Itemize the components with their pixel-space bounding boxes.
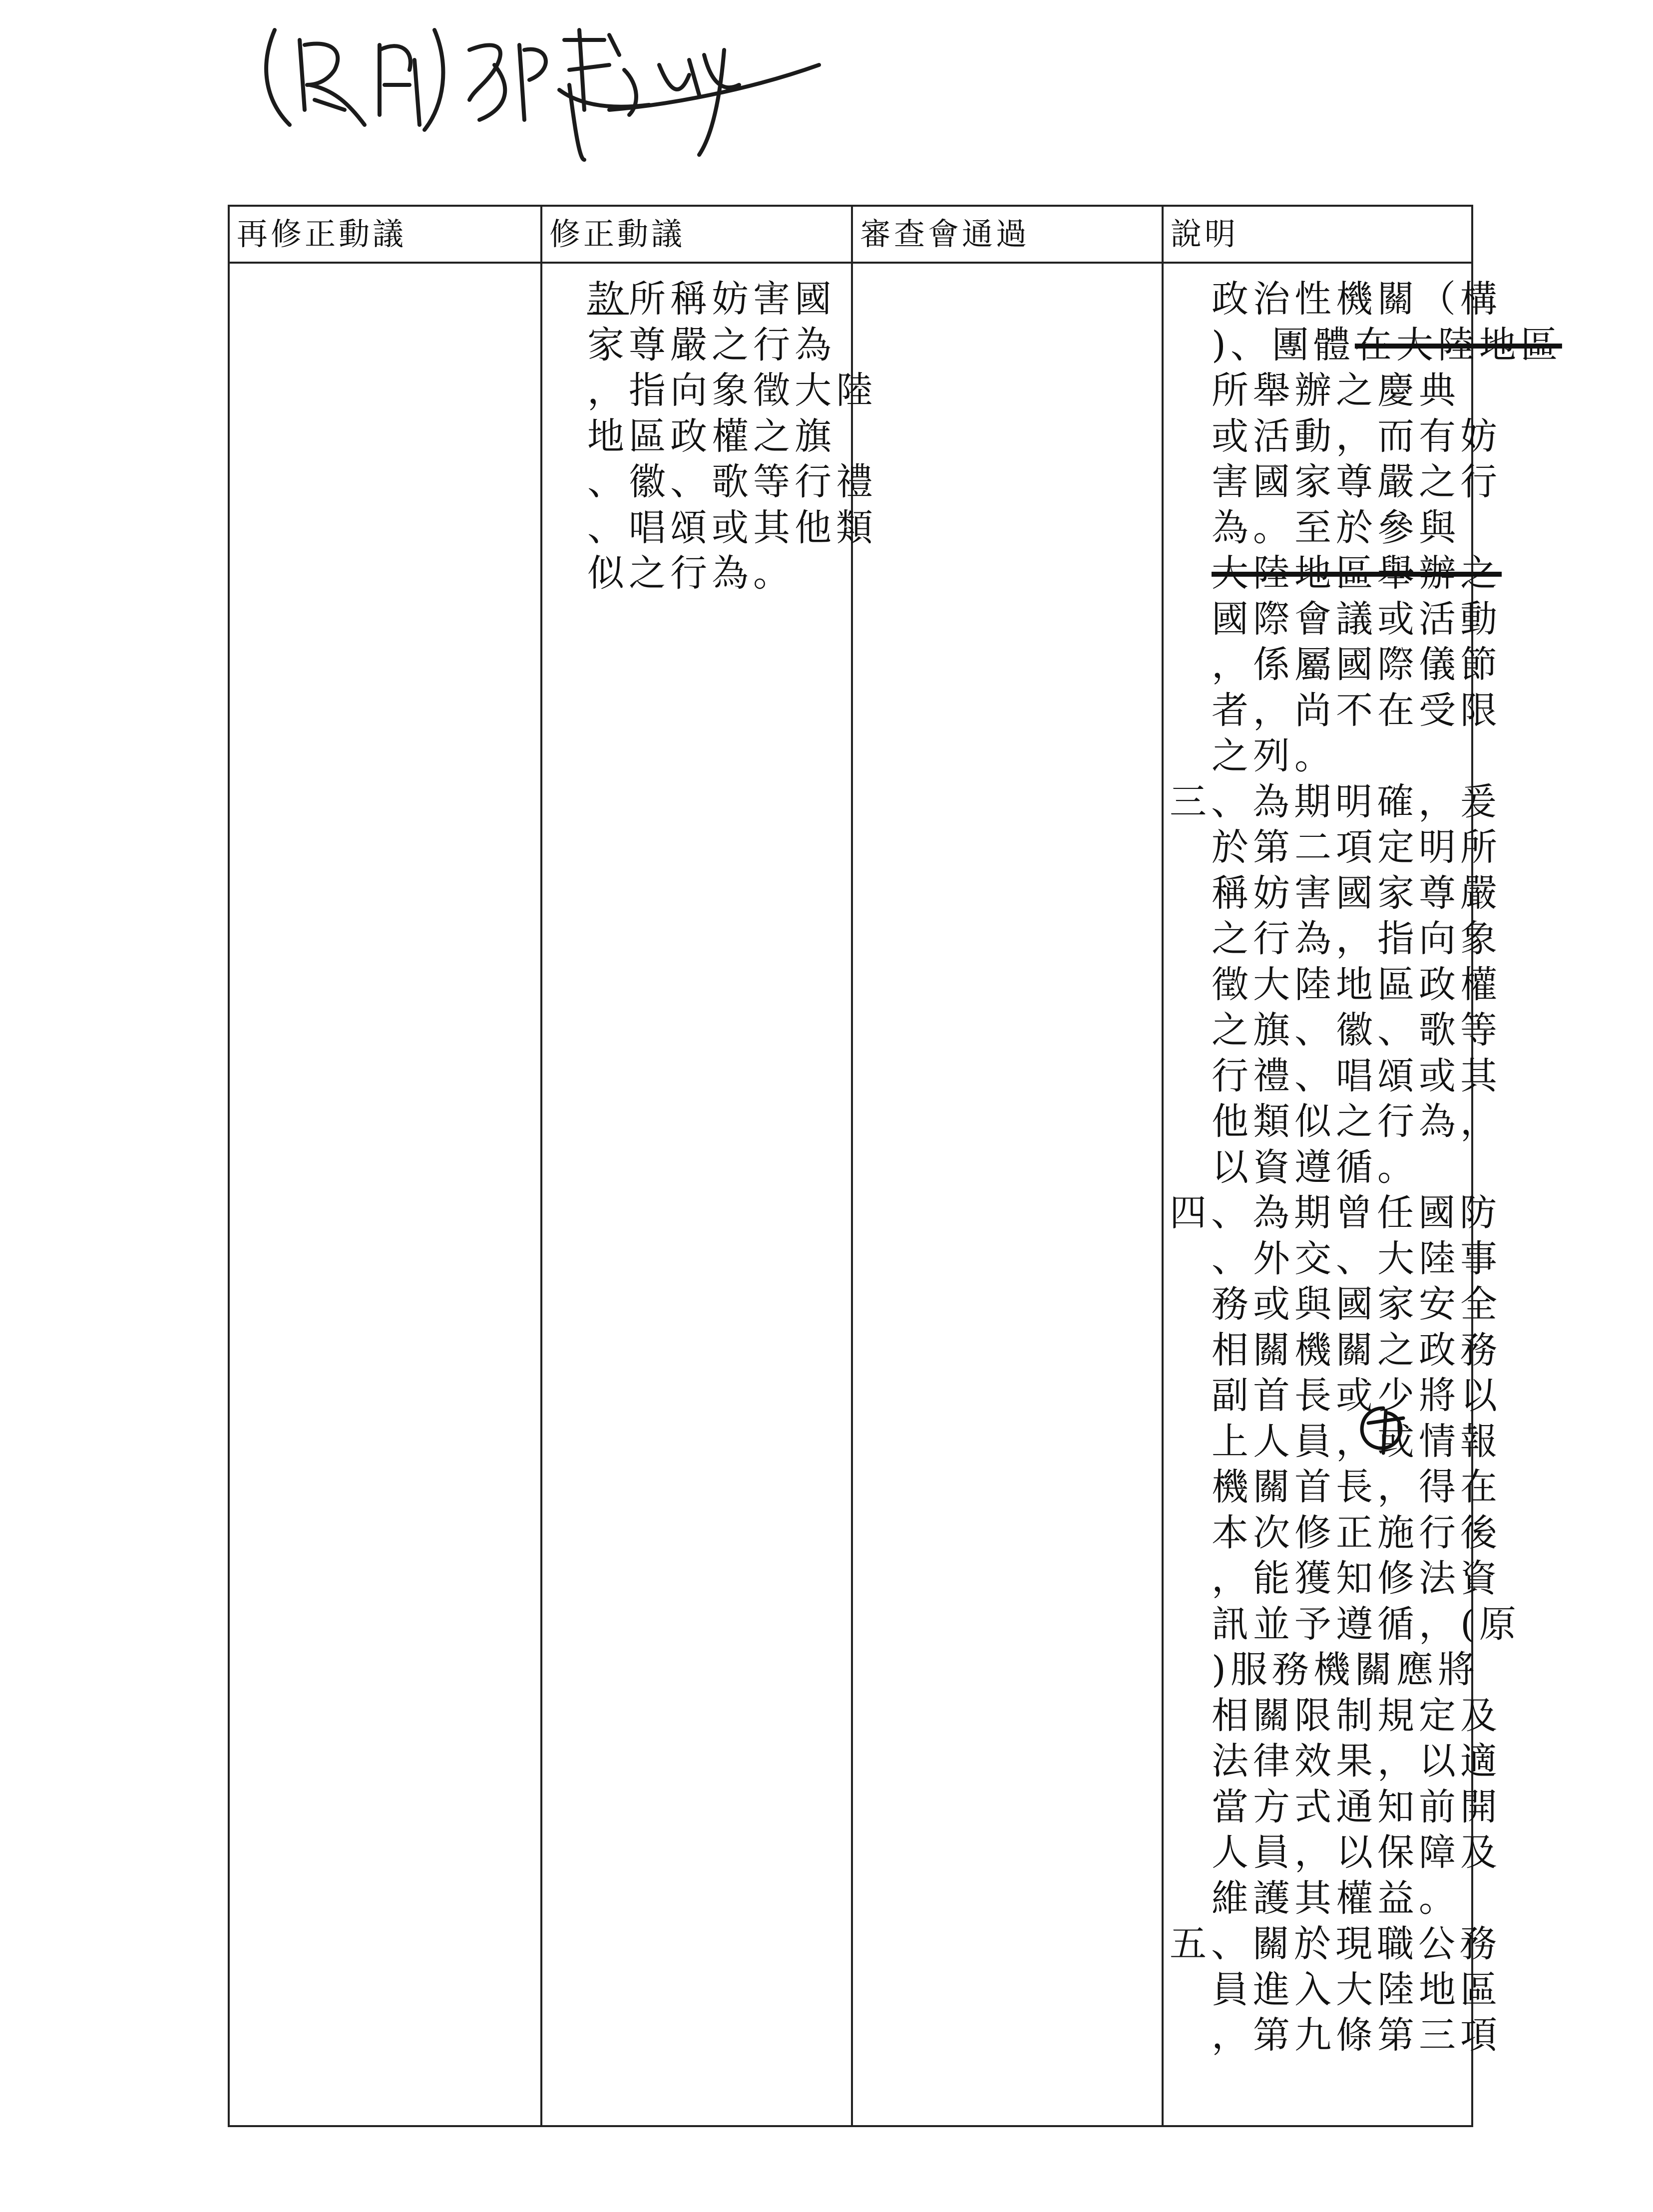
struck-text: 在大陸地區	[1354, 323, 1562, 367]
cell-explanation	[1163, 263, 1562, 2126]
explanation-line: 以資遵循。	[1212, 1145, 1419, 1189]
explanation-line: 五、關於現職公務	[1170, 1922, 1501, 1965]
explanation-line: 之行為，指向象	[1212, 917, 1502, 960]
explanation-line: 所舉辦之慶典	[1212, 369, 1460, 412]
explanation-line: 政治性機關（構	[1212, 278, 1502, 321]
explanation-line: 他類似之行為，	[1212, 1100, 1502, 1143]
motion-line: 家尊嚴之行為	[587, 323, 836, 367]
explanation-line: 副首長或少將以	[1212, 1374, 1502, 1417]
cell-further-amendment	[229, 263, 541, 2126]
explanation-line: 上人員，或情報	[1212, 1420, 1502, 1463]
explanation-line: )、團體在大陸地區	[1212, 323, 1562, 367]
explanation-line: 員進入大陸地區	[1212, 1968, 1502, 2011]
explanation-line: 者，尚不在受限	[1212, 689, 1502, 732]
motion-line: 款所稱妨害國	[587, 278, 836, 321]
motion-line: 、徽、歌等行禮	[587, 460, 877, 503]
explanation-line	[1170, 551, 1502, 597]
explanation-line: )服務機關應將	[1212, 1648, 1479, 1691]
explanation-line: 之列。	[1212, 735, 1336, 777]
explanation-line: 四、為期曾任國防	[1170, 1191, 1501, 1234]
explanation-line: 害國家尊嚴之行	[1212, 460, 1502, 503]
handwritten-signature	[260, 10, 829, 170]
explanation-line: 於第二項定明所	[1212, 826, 1502, 869]
explanation-line: ，能獲知修法資	[1212, 1557, 1502, 1600]
explanation-line: 機關首長，得在	[1212, 1466, 1502, 1508]
header-explanation: 說明	[1163, 206, 1472, 263]
explanation-line: ，係屬國際儀節	[1212, 643, 1502, 686]
cell-amendment-motion	[541, 263, 877, 2126]
header-amendment-motion: 修正動議	[541, 206, 852, 263]
explanation-line: 相關機關之政務	[1212, 1328, 1502, 1372]
explanation-line: 人員，以保障及	[1212, 1831, 1502, 1874]
explanation-line: ，第九條第三項	[1212, 2014, 1502, 2057]
explanation-line: 、外交、大陸事	[1212, 1237, 1502, 1280]
motion-line: ，指向象徵大陸	[587, 369, 877, 412]
explanation-line: 訊並予遵循，(原	[1212, 1602, 1521, 1646]
motion-text	[587, 264, 877, 597]
explanation-line: 徵大陸地區政權	[1212, 963, 1502, 1006]
header-committee-passed: 審查會通過	[852, 206, 1163, 263]
explanation-text	[1170, 264, 1562, 2059]
motion-line: 、唱頌或其他類	[587, 506, 877, 549]
motion-line: 似之行為。	[587, 552, 795, 595]
explanation-line: 之旗、徽、歌等	[1212, 1009, 1502, 1052]
struck-text: 大陸地區舉辦之	[1212, 552, 1502, 595]
explanation-line: 稱妨害國家尊嚴	[1212, 871, 1502, 915]
explanation-line: 國際會議或活動	[1212, 597, 1502, 641]
explanation-line: 本次修正施行後	[1212, 1511, 1502, 1554]
underlined-char: 款	[587, 278, 629, 321]
motion-line: 地區政權之旗	[587, 414, 836, 458]
explanation-line: 三、為期明確，爰	[1170, 780, 1501, 823]
amendment-comparison-table	[228, 205, 1562, 2127]
explanation-line: 為。至於參與	[1212, 506, 1460, 549]
explanation-line: 務或與國家安全	[1212, 1283, 1502, 1326]
explanation-line: 行禮、唱頌或其	[1212, 1054, 1502, 1098]
explanation-line: 當方式通知前開	[1212, 1785, 1502, 1829]
explanation-line: 維護其權益。	[1212, 1876, 1460, 1920]
explanation-line: 法律效果，以適	[1212, 1740, 1502, 1783]
header-further-amendment: 再修正動議	[229, 206, 541, 263]
explanation-line: 或活動，而有妨	[1212, 414, 1502, 458]
explanation-line: 相關限制規定及	[1212, 1694, 1502, 1737]
cell-committee-passed	[852, 263, 1163, 2126]
